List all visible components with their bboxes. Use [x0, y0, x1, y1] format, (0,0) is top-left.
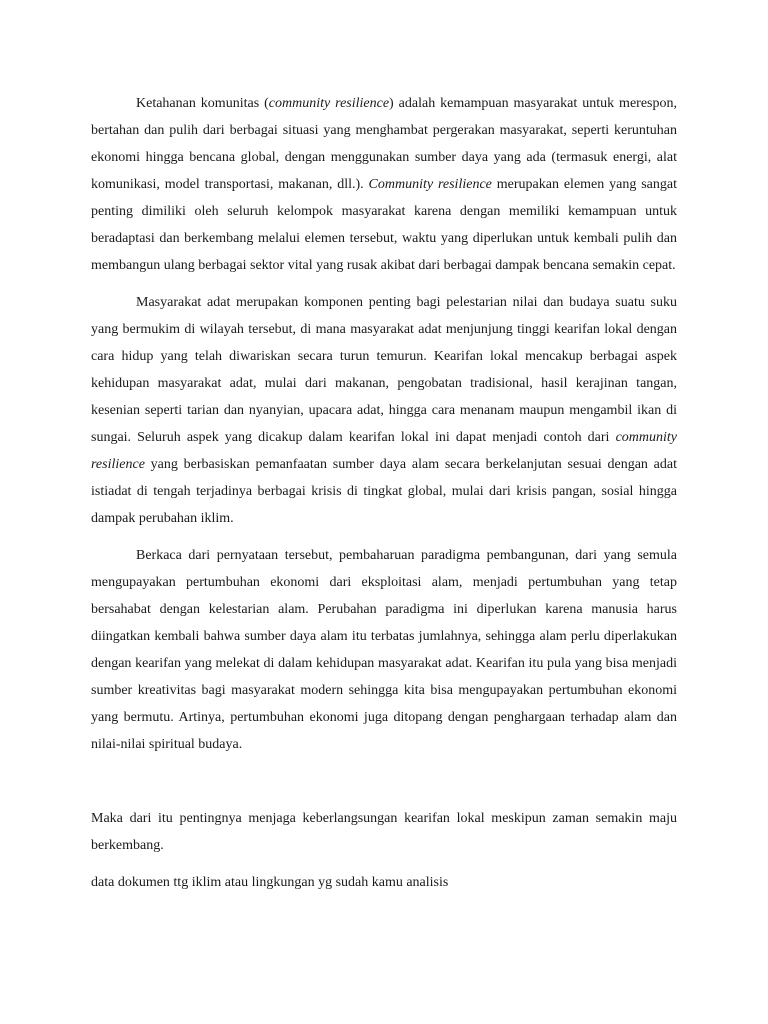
paragraph-3 — [91, 542, 677, 758]
italic-term: community resilience — [91, 430, 677, 472]
text-span: Maka dari itu pentingnya menjaga keberlangsungan kearifan lokal meskipun zaman semakin maju berkembang. — [91, 811, 677, 853]
paragraph-2 — [91, 289, 677, 532]
paragraph-1 — [91, 90, 677, 279]
document-page — [91, 90, 677, 896]
text-span: Berkaca dari pernyataan tersebut, pembaharuan paradigma pembangunan, dari yang semula mengupayakan pertumbuhan ekonomi dari eksploitasi alam, menjadi pertumbuhan yang tetap bersahabat dengan kelestarian alam. Perubahan paradigma ini diperlukan karena manusia harus diingatkan kembali bahwa sumber daya alam itu terbatas jumlahnya, sehingga alam perlu diperlakukan dengan kearifan yang melekat di dalam kehidupan masyarakat adat. Kearifan itu pula yang bisa menjadi sumber kreativitas bagi masyarakat modern sehingga kita bisa mengupayakan pertumbuhan ekonomi yang bermutu. Artinya, pertumbuhan ekonomi juga ditopang dengan penghargaan terhadap alam dan nilai-nilai spiritual budaya. — [91, 548, 677, 752]
italic-term: community resilience — [268, 96, 390, 111]
italic-term: Community resilience — [368, 177, 492, 192]
text-span: merupakan elemen yang sangat penting dimiliki oleh seluruh kelompok masyarakat karena dengan memiliki kemampuan untuk beradaptasi dan berkembang melalui elemen tersebut, waktu yang diperlukan untuk kembali pulih dan membangun ulang berbagai sektor vital yang rusak akibat dari berbagai dampak bencana semakin cepat. — [91, 177, 677, 273]
text-span: Ketahanan komunitas ( — [136, 96, 269, 111]
document-note: data dokumen ttg iklim atau lingkungan yg sudah kamu analisis — [91, 875, 449, 890]
paragraph-4 — [91, 805, 677, 859]
text-span: ) adalah kemampuan masyarakat untuk merespon, bertahan dan pulih dari berbagai situasi yang menghambat pergerakan masyarakat, seperti keruntuhan ekonomi hingga bencana global, dengan menggunakan sumber daya yang ada (termasuk energi, alat komunikasi, model transportasi, makanan, dll.). — [91, 96, 677, 192]
text-span: yang berbasiskan pemanfaatan sumber daya alam secara berkelanjutan sesuai dengan adat istiadat di tengah terjadinya berbagai krisis di tingkat global, mulai dari krisis pangan, sosial hingga dampak perubahan iklim. — [91, 457, 677, 526]
text-span: Masyarakat adat merupakan komponen penting bagi pelestarian nilai dan budaya suatu suku yang bermukim di wilayah tersebut, di mana masyarakat adat menjunjung tinggi kearifan lokal dengan cara hidup yang telah diwariskan secara turun temurun. Kearifan lokal mencakup berbagai aspek kehidupan masyarakat adat, mulai dari makanan, pengobatan tradisional, hasil kerajinan tangan, kesenian seperti tarian dan nyanyian, upacara adat, hingga cara menanam maupun mengambil ikan di sungai. Seluruh aspek yang dicakup dalam kearifan lokal ini dapat menjadi contoh dari — [91, 295, 677, 445]
